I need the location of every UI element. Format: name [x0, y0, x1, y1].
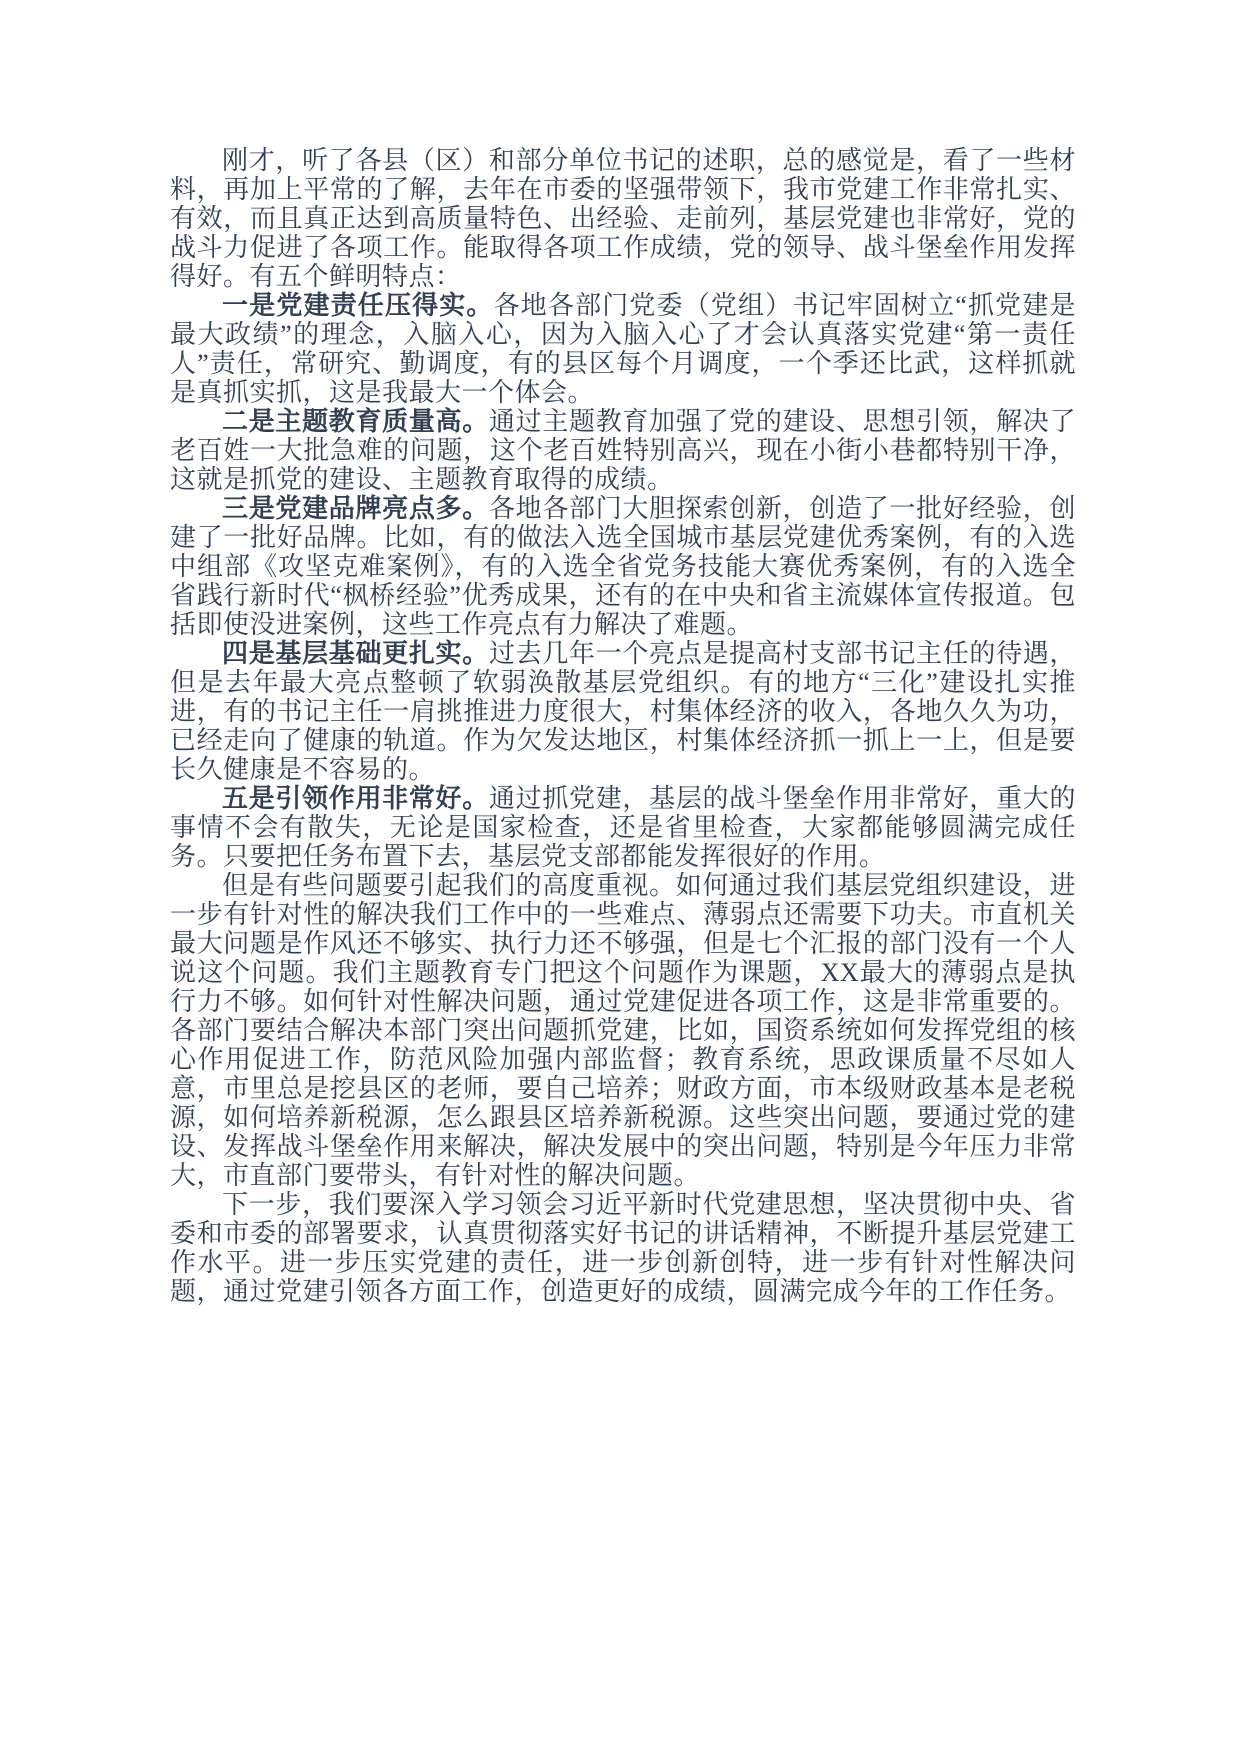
paragraph-body: 通过抓党建，基层的战斗堡垒作用非常好，重大的事情不会有散失，无论是国家检查，还是省里检查，大家都能够圆满完成任务。只要把任务布置下去，基层党支部都能发挥很好的作用。 [170, 784, 1076, 871]
paragraph-body: 各地各部门大胆探索创新，创造了一批好经验，创建了一批好品牌。比如，有的做法入选全国城市基层党建优秀案例，有的入选中组部《攻坚克难案例》，有的入选全省党务技能大赛优秀案例，有的入选全省践行新时代“枫桥经验”优秀成果，还有的在中央和省主流媒体宣传报道。包括即使没进案例，这些工作亮点有力解决了难题。 [170, 494, 1076, 639]
paragraph-lead: 五是引领作用非常好。 [222, 784, 489, 813]
paragraph-lead: 四是基层基础更扎实。 [222, 639, 489, 668]
paragraph-body: 过去几年一个亮点是提高村支部书记主任的待遇，但是去年最大亮点整顿了软弱涣散基层党组织。有的地方“三化”建设扎实推进，有的书记主任一肩挑推进力度很大，村集体经济的收入，各地久久为功，已经走向了健康的轨道。作为欠发达地区，村集体经济抓一抓上一上，但是要长久健康是不容易的。 [170, 639, 1076, 784]
paragraph-body: 但是有些问题要引起我们的高度重视。如何通过我们基层党组织建设，进一步有针对性的解决我们工作中的一些难点、薄弱点还需要下功夫。市直机关最大问题是作风还不够实、执行力还不够强，但是七个汇报的部门没有一个人说这个问题。我们主题教育专门把这个问题作为课题，XX最大的薄弱点是执行力不够。如何针对性解决问题，通过党建促进各项工作，这是非常重要的。各部门要结合解决本部门突出问题抓党建，比如，国资系统如何发挥党组的核心作用促进工作，防范风险加强内部监督；教育系统，思政课质量不尽如人意，市里总是挖县区的老师，要自己培养；财政方面，市本级财政基本是老税源，如何培养新税源，怎么跟县区培养新税源。这些突出问题，要通过党的建设、发挥战斗堡垒作用来解决，解决发展中的突出问题，特别是今年压力非常大，市直部门要带头，有针对性的解决问题。 [170, 871, 1076, 1190]
paragraph-point-4 [170, 639, 1076, 784]
paragraph-problems [170, 871, 1076, 1190]
paragraph-point-2 [170, 407, 1076, 494]
paragraph-next-steps [170, 1190, 1076, 1306]
paragraph-body: 刚才，听了各县（区）和部分单位书记的述职，总的感觉是，看了一些材料，再加上平常的了解，去年在市委的坚强带领下，我市党建工作非常扎实、有效，而且真正达到高质量特色、出经验、走前列，基层党建也非常好，党的战斗力促进了各项工作。能取得各项工作成绩，党的领导、战斗堡垒作用发挥得好。有五个鲜明特点： [170, 146, 1076, 291]
paragraph-body: 各地各部门党委（党组）书记牢固树立“抓党建是最大政绩”的理念，入脑入心，因为入脑入心了才会认真落实党建“第一责任人”责任，常研究、勤调度，有的县区每个月调度，一个季还比武，这样抓就是真抓实抓，这是我最大一个体会。 [170, 291, 1076, 407]
paragraph-point-1 [170, 291, 1076, 407]
paragraph-intro [170, 146, 1076, 291]
paragraph-point-3 [170, 494, 1076, 639]
paragraph-lead: 三是党建品牌亮点多。 [222, 494, 489, 523]
paragraph-body: 通过主题教育加强了党的建设、思想引领，解决了老百姓一大批急难的问题，这个老百姓特别高兴，现在小街小巷都特别干净，这就是抓党的建设、主题教育取得的成绩。 [170, 407, 1076, 494]
paragraph-lead: 二是主题教育质量高。 [222, 407, 489, 436]
paragraph-point-5 [170, 784, 1076, 871]
paragraph-body: 下一步，我们要深入学习领会习近平新时代党建思想，坚决贯彻中央、省委和市委的部署要求，认真贯彻落实好书记的讲话精神，不断提升基层党建工作水平。进一步压实党建的责任，进一步创新创特，进一步有针对性解决问题，通过党建引领各方面工作，创造更好的成绩，圆满完成今年的工作任务。 [170, 1190, 1076, 1306]
paragraph-lead: 一是党建责任压得实。 [222, 291, 494, 320]
